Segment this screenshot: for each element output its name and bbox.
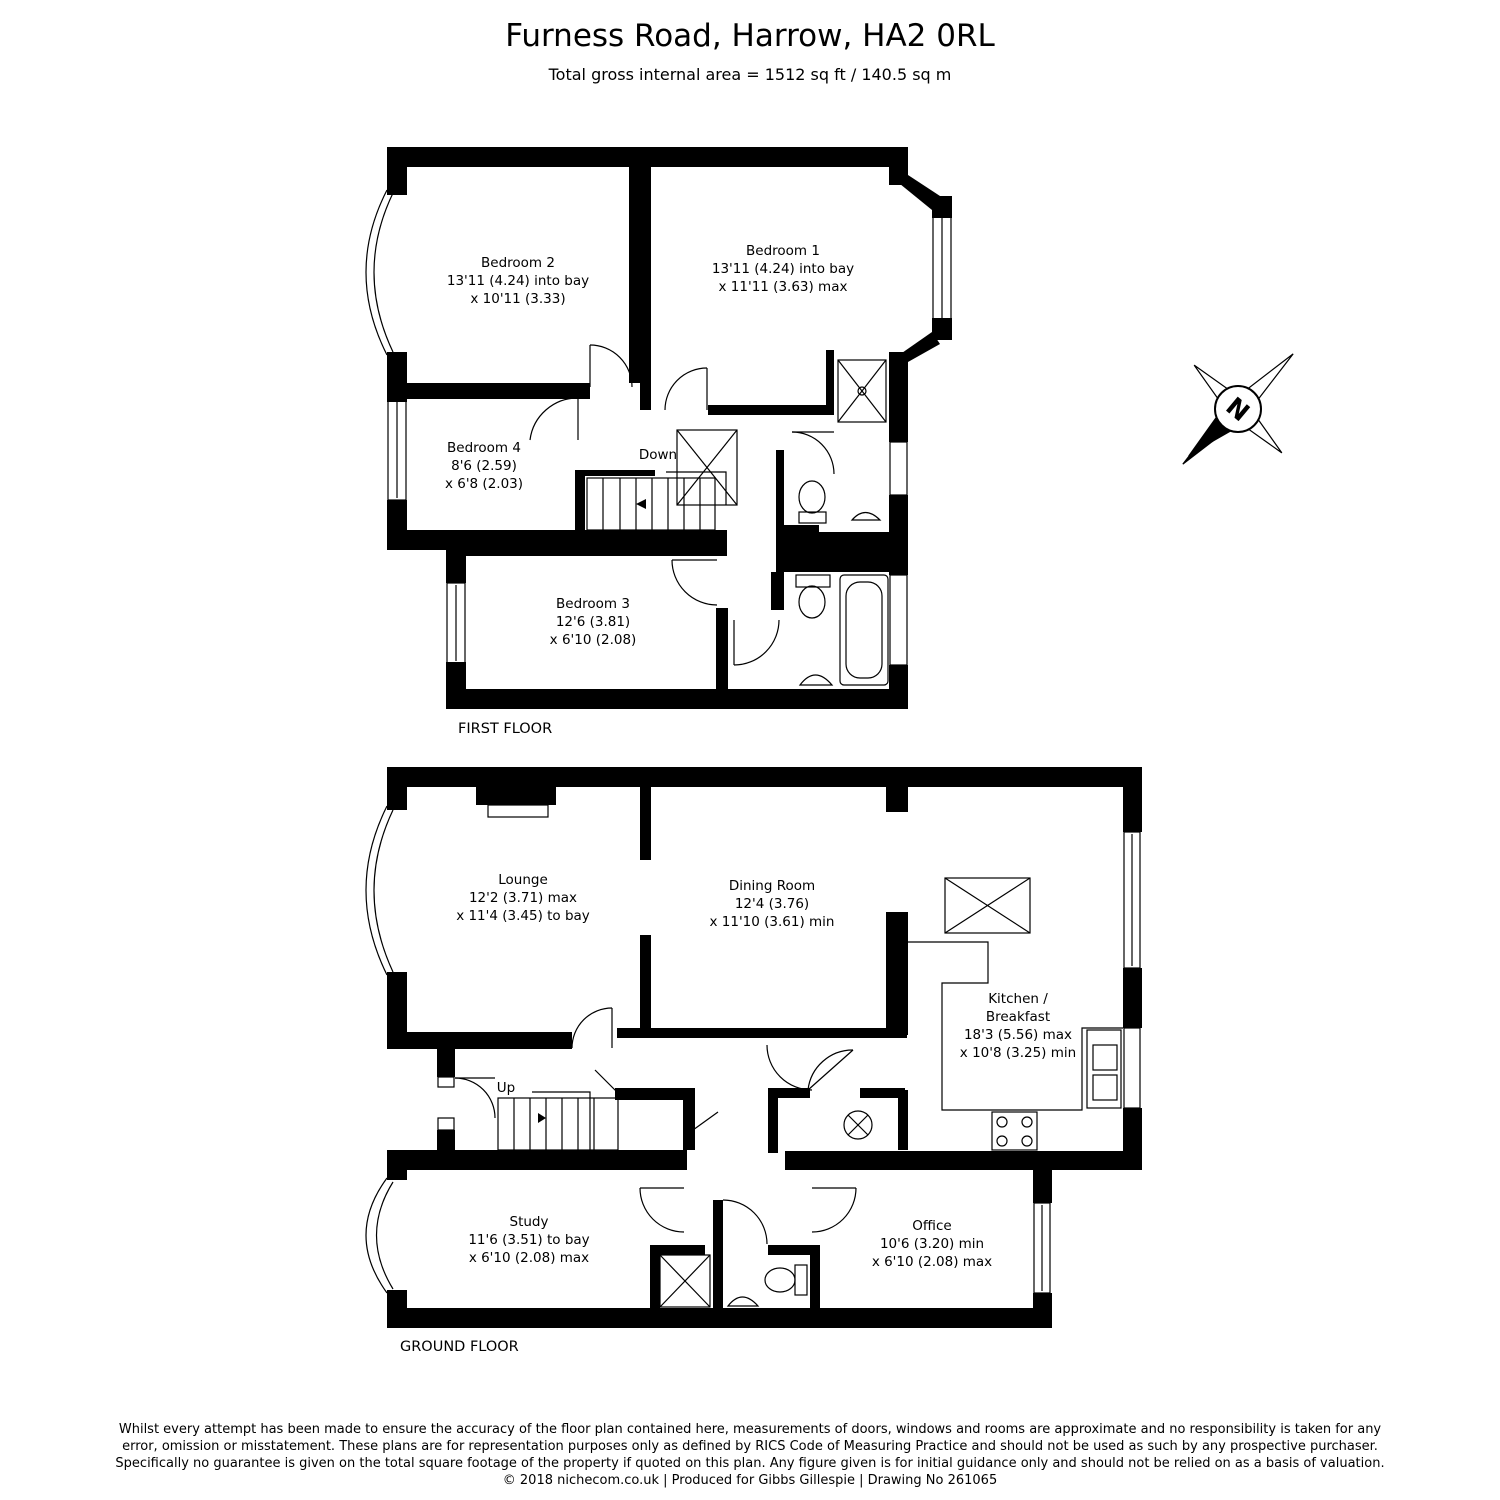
room-dimension: 13'11 (4.24) into bay	[446, 273, 590, 289]
room-name: Bedroom 1	[746, 243, 820, 259]
compass-north-label: N	[1220, 391, 1256, 428]
room-dimension: 18'3 (5.56) max	[963, 1027, 1073, 1043]
room-dimension: 13'11 (4.24) into bay	[711, 261, 855, 277]
room-dimension: 12'2 (3.71) max	[468, 890, 578, 906]
disclaimer-line: © 2018 nichecom.co.uk | Produced for Gibbs Gillespie | Drawing No 261065	[502, 1473, 998, 1488]
room-dimension: x 6'10 (2.08) max	[871, 1254, 993, 1270]
compass-needle	[1188, 386, 1261, 456]
room-dimension: 11'6 (3.51) to bay	[468, 1232, 590, 1248]
room-dining-room	[710, 878, 835, 930]
room-dimension: x 11'11 (3.63) max	[718, 279, 848, 295]
disclaimer	[80, 1421, 1420, 1489]
room-dimension: 8'6 (2.59)	[451, 458, 517, 474]
room-name: Lounge	[498, 872, 548, 888]
room-name: Dining Room	[728, 878, 816, 894]
stairs-label-up: Up	[496, 1080, 516, 1096]
room-dimension: x 11'10 (3.61) min	[709, 914, 835, 930]
plan-title: Furness Road, Harrow, HA2 0RL	[505, 18, 995, 54]
room-office	[872, 1218, 992, 1270]
stairs-arrow-up-icon	[538, 1113, 546, 1123]
room-dimension: x 6'8 (2.03)	[444, 476, 524, 492]
room-dimension: x 6'10 (2.08)	[549, 632, 637, 648]
disclaimer-line: Specifically no guarantee is given on the total square footage of the property if quoted on this plan. Any figure given is for initial guidance only and should not be relied on as a basis of valuation.	[115, 1456, 1385, 1471]
first-floor-label: FIRST FLOOR	[458, 721, 553, 737]
room-dimension: x 11'4 (3.45) to bay	[456, 908, 590, 924]
room-dimension: 12'4 (3.76)	[734, 896, 810, 912]
stairs-label-down: Down	[638, 447, 678, 463]
room-name: Bedroom 4	[447, 440, 521, 456]
room-dimension: x 10'8 (3.25) min	[959, 1045, 1077, 1061]
room-bedroom-3	[550, 596, 637, 648]
room-dimension: 12'6 (3.81)	[555, 614, 631, 630]
room-dimension: 10'6 (3.20) min	[879, 1236, 985, 1252]
room-bedroom-1	[712, 243, 854, 295]
room-dimension: Breakfast	[985, 1009, 1051, 1025]
stairs-arrow-down-icon	[636, 499, 646, 509]
ground-floor-plan	[366, 767, 1142, 1355]
disclaimer-line: error, omission or misstatement. These plans are for representation purposes only as defined by RICS Code of Measuring Practice and should not be used as such by any prospective purchaser.	[122, 1439, 1378, 1454]
disclaimer-line: Whilst every attempt has been made to ensure the accuracy of the floor plan contained here, measurements of doors, windows and rooms are approximate and no responsibility is taken for any	[118, 1422, 1382, 1437]
first-floor-fixtures	[366, 190, 951, 685]
room-name: Office	[912, 1218, 952, 1234]
room-study	[468, 1214, 589, 1266]
room-dimension: x 10'11 (3.33)	[470, 291, 566, 307]
room-dimension: x 6'10 (2.08) max	[468, 1250, 590, 1266]
first-floor-walls	[387, 147, 952, 709]
room-name: Study	[509, 1214, 549, 1230]
ground-floor-label: GROUND FLOOR	[400, 1339, 519, 1355]
room-bedroom-4	[445, 440, 523, 492]
plan-subtitle: Total gross internal area = 1512 sq ft / 140.5 sq m	[548, 65, 952, 84]
first-floor-plan	[366, 147, 952, 737]
room-lounge	[456, 872, 590, 924]
room-name: Bedroom 3	[556, 596, 630, 612]
room-name: Bedroom 2	[481, 255, 555, 271]
room-name: Kitchen /	[988, 991, 1048, 1007]
room-kitchen-breakfast	[960, 991, 1076, 1061]
room-bedroom-2	[447, 255, 589, 307]
